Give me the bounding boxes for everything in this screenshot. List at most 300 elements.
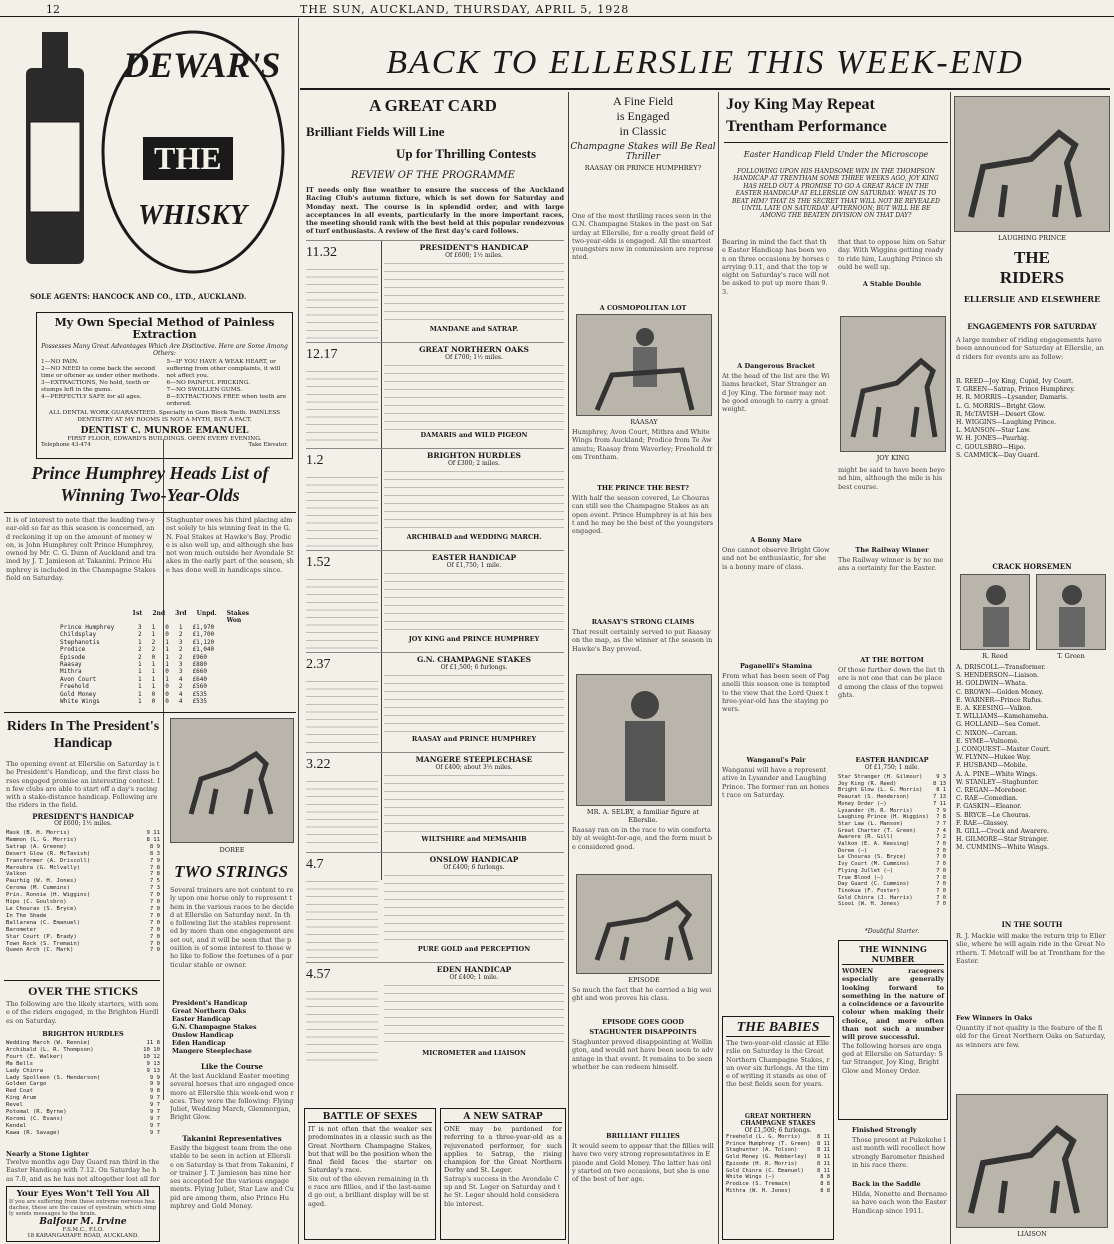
race-pick: RAASAY and PRINCE HUMPHREY: [411, 735, 537, 743]
two-strings-item: Onslow Handicap: [172, 1032, 234, 1039]
race-pick: MICROMETER and LIAISON: [422, 1049, 526, 1057]
list-item: [6, 1116, 160, 1123]
cell-value: £640: [192, 675, 207, 683]
review-head: REVIEW OF THE PROGRAMME: [351, 170, 515, 181]
list-item: [6, 865, 160, 872]
fine-field-head-4: EPISODE GOES GOOD: [602, 1018, 684, 1026]
table-row: [60, 698, 260, 705]
cell-value: 1: [138, 690, 142, 698]
fine-field-head-6: BRILLIANT FILLIES: [606, 1132, 680, 1140]
horse-name: White Wings: [60, 698, 100, 706]
list-item: [838, 901, 946, 908]
cell-value: £960: [192, 653, 207, 661]
battle-title: BATTLE OF SEXES: [308, 1112, 432, 1123]
entry-weight: 8 11: [817, 1154, 830, 1161]
entry-weight: 7 0: [936, 854, 946, 861]
list-item: [6, 941, 160, 948]
like-course-head: Like the Course: [201, 1062, 263, 1071]
cell-value: 1: [151, 661, 156, 669]
two-strings-item: Mangere Steeplechase: [172, 1048, 252, 1055]
fine-field-q: RAASAY OR PRINCE HUMPHREY?: [584, 164, 702, 172]
joy-king-photo: [840, 316, 946, 452]
cell-value: 3: [138, 624, 142, 631]
cell-value: 1: [138, 638, 142, 646]
babies-list: [726, 1134, 830, 1194]
list-item: [726, 1168, 830, 1175]
race-body: [384, 345, 564, 439]
cell-value: 1: [165, 661, 169, 669]
table-row: [60, 639, 260, 646]
entry-weight: 8 8: [820, 1174, 830, 1181]
cell-value: £1,700: [192, 631, 215, 639]
entry-weight: 8 11: [817, 1147, 830, 1154]
list-item: [838, 787, 946, 794]
entry-weight: 9 7: [149, 1129, 160, 1136]
cell-value: £880: [192, 661, 207, 669]
jockey-image: [961, 575, 1031, 651]
race-name: BRIGHTON HURDLES: [427, 451, 521, 460]
race-pick: MANDANE and SATRAP.: [429, 325, 519, 333]
joy-king-caption: JOY KING: [876, 454, 910, 462]
cell-value: 4: [178, 690, 183, 698]
list-item: [6, 1047, 160, 1054]
jockey-image: [1037, 575, 1107, 651]
list-item: [838, 821, 946, 828]
entry-weight: 11 8: [146, 1040, 160, 1046]
president-table-sub: Of £600; 1½ miles.: [54, 820, 112, 827]
entry-weight: 9 13: [146, 1060, 160, 1067]
col-second: 2nd: [152, 610, 166, 617]
race-field: [306, 575, 378, 649]
bottle-label: [30, 122, 80, 212]
rider-entry: F. HUSBAND—Mobile.: [956, 762, 1028, 770]
entry-name: White Wings (—): [726, 1174, 775, 1181]
list-item: [6, 871, 160, 878]
cell-value: 1: [138, 698, 142, 706]
horse-name: Childsplay: [60, 631, 97, 639]
entry-weight: 7 9: [936, 807, 946, 814]
entry-name: Prin. Ronnie (H. Wiggins): [6, 892, 91, 899]
dentist-ad-subtitle: Possesses Many Great Advantages Which Are Distinctive. Here are Some Among Others:: [41, 343, 288, 357]
rider-entry: A. A. PINE—White Wings.: [956, 770, 1038, 778]
race-time: 3.22: [306, 757, 331, 772]
entry-name: Le Chouras (S. Bryce): [6, 905, 77, 912]
entry-name: Ivy Court (M. Cummins): [838, 861, 910, 868]
cell-value: £660: [192, 668, 207, 676]
finished-head: Finished Strongly: [852, 1126, 917, 1134]
raasay-caption: RAASAY: [630, 418, 658, 426]
cell-value: 2: [151, 646, 156, 654]
list-item: [6, 899, 160, 906]
rider-entry: S. BRYCE—Le Chouras.: [956, 811, 1031, 819]
rider-entry: L. G. MORRIS—Bright Glow.: [956, 402, 1046, 410]
race-body: [384, 655, 564, 743]
entry-name: Valkon: [6, 871, 27, 878]
race-pick: ARCHIBALD and WEDDING MARCH.: [406, 533, 542, 541]
list-item: [838, 888, 946, 895]
rider-entry: G. HOLLAND—Sea Comet.: [956, 721, 1041, 729]
race-block: [306, 962, 564, 1066]
horse-image: [841, 317, 947, 453]
entry-name: Transformer (A. Driscoll): [6, 857, 91, 864]
dewars-brand: DEWAR'S: [123, 45, 281, 85]
entry-weight: 7 0: [936, 867, 946, 874]
cell-value: 1: [138, 661, 142, 669]
cell-value: 1: [138, 668, 142, 676]
entry-name: Ceroma (M. Cummins): [6, 885, 70, 892]
race-body: [384, 451, 564, 541]
entry-name: Valkon (E. A. Keesing): [838, 841, 910, 848]
dewars-ad: [18, 22, 293, 304]
horse-name: Freehold: [60, 683, 89, 691]
nearly-head: Nearly a Stone Lighter: [6, 1150, 89, 1158]
list-item: [6, 1123, 160, 1130]
cell-value: £535: [192, 690, 207, 698]
entry-name: Ballarena (C. Emanuel): [6, 919, 81, 926]
entry-name: Prince Humphrey (T. Green): [726, 1140, 811, 1147]
cell-value: 1: [151, 624, 156, 631]
entry-weight: 7 0: [149, 940, 160, 947]
prince-humphrey-body: It is of interest to note that the leading two-year-old so far as this season is concerned, and reckoning it up on the amount of money won, is John Humphrey colt Prince Humphrey, owned by Mr. C. G. Dunn of Auckland and trained by J. T. Jamieson at Takanini. Prince Humphrey is included in the Champagne Stakes field on Saturday.: [6, 516, 156, 583]
winning-number-text: WOMEN racegoers especially are generally looking forward to something in the nature of a coincidence or a favourite colour when making their choice, and more often than not such a number will prove successful.: [842, 967, 944, 1042]
entry-name: Town Rock (S. Tremain): [6, 940, 81, 947]
entry-weight: 7 0: [149, 905, 160, 912]
list-item: [6, 1088, 160, 1095]
entry-weight: 7 5: [149, 878, 160, 885]
race-time: 4.7: [306, 857, 324, 872]
entry-weight: 7 4: [936, 827, 946, 834]
table-row: [60, 668, 260, 675]
list-item: [838, 875, 946, 882]
cell-value: 0: [151, 690, 156, 698]
doubtful-note: *Doubtful Starter.: [864, 928, 920, 935]
entry-name: Queen Arch (C. Mark): [6, 947, 74, 954]
horse-image: [957, 1095, 1109, 1229]
race-field: [306, 265, 378, 339]
two-strings-title: TWO STRINGS: [174, 862, 288, 881]
list-item: [6, 920, 160, 927]
cell-value: 1: [165, 638, 169, 646]
list-item: [6, 830, 160, 837]
list-item: [6, 844, 160, 851]
entry-weight: 7 9: [149, 857, 160, 864]
entry-weight: 7 0: [149, 919, 160, 926]
rider-entry: E. WARNER—Prince Rufus.: [956, 696, 1043, 704]
easter-table-title: EASTER HANDICAP: [855, 756, 929, 764]
dentist-note: ALL DENTAL WORK GUARANTEED. Specialty in Gum Block Teeth. PAINLESS DENTISTRY AT MY ROOMS IS NOT A MYTH, BUT A FACT.: [48, 410, 281, 423]
rider-entry: F. GASKIN—Eleanor.: [956, 803, 1022, 811]
man-image: [577, 675, 713, 807]
list-item: [838, 834, 946, 841]
dentist-ad-title: My Own Special Method of Painless Extraction: [54, 316, 275, 341]
table-row: [60, 646, 260, 653]
reed-photo: [960, 574, 1030, 650]
episode-caption: EPISODE: [628, 976, 660, 984]
race-time: 12.17: [306, 347, 338, 362]
fine-field-head-1: A COSMOPOLITAN LOT: [599, 304, 687, 312]
list-item: [726, 1134, 830, 1141]
entry-name: Hipo (C. Goulsbro): [6, 899, 67, 906]
rider-entry: T. GREEN—Satrap, Prince Humphrey.: [956, 386, 1075, 394]
babies-box: THE BABIES The two-year-old classic at Ellerslie on Saturday is the Great Northern Champagne Stakes, run over six furlongs. At the time of writing it stands as one of the best fields seen for years. GREAT NORTHERN CHAMPAGNE STAKES Of £1,500; 6 furlongs. Freehold (L. G. Morris) 8 11 Prince Humphrey (T. Green) 8 11 Staghunter (A. Tolson) 8 11 Gold Money (G. Mobberley) 8 11 Episode (H. R. Morris) 8 11 Gold Chinra (C. Emanuel) 8 11 White Wings (—) 8 8 Prodice (S. Tremain) 8 8 Mithra (W. H. Jones) 8 8: [722, 1016, 834, 1240]
entry-weight: 9 7: [149, 1122, 160, 1129]
entry-name: Lady Chinra: [6, 1067, 44, 1074]
list-item: [6, 1075, 160, 1082]
entry-weight: 8 13: [933, 780, 946, 787]
entry-name: Le Chouras (S. Bryce): [838, 854, 907, 861]
rider-entry: H. GILMORE—Star Stranger.: [956, 836, 1049, 844]
entry-name: Koromi (C. Evans): [6, 1115, 64, 1122]
col-third: 3rd: [175, 610, 187, 617]
entry-weight: 7 3: [149, 885, 160, 892]
entry-weight: 8 9: [149, 843, 160, 850]
race-block: [306, 448, 564, 550]
race-time: 1.52: [306, 555, 331, 570]
entry-weight: 9 3: [936, 774, 946, 780]
entry-weight: 9 9: [149, 1081, 160, 1088]
entry-weight: 7 8: [149, 871, 160, 878]
laughing-prince-caption: LAUGHING PRINCE: [997, 234, 1067, 242]
riders-sub: ELLERSLIE AND ELSEWHERE: [963, 294, 1101, 304]
entry-weight: 7 0: [936, 841, 946, 848]
entry-weight: 7 0: [149, 899, 160, 906]
rider-entry: C. REGAN—Morebeer.: [956, 787, 1027, 795]
entry-weight: 7 0: [149, 947, 160, 954]
race-stake: Of £400; 6 furlongs.: [443, 864, 505, 871]
cell-value: 0: [165, 698, 169, 706]
race-pick: JOY KING and PRINCE HUMPHREY: [408, 635, 540, 643]
entry-weight: 8 11: [817, 1134, 830, 1140]
race-text: [384, 871, 564, 945]
dentist-point: 1—NO PAIN.: [41, 359, 79, 365]
entry-name: Gold Money (G. Mobberley): [726, 1154, 808, 1161]
dewars-the: THE: [143, 137, 233, 180]
entry-name: Siooi (W. H. Jones): [838, 901, 900, 908]
race-text: [384, 671, 564, 735]
entry-weight: 7 8: [936, 814, 946, 821]
list-item: [726, 1141, 830, 1148]
great-card-title: A GREAT CARD: [369, 96, 497, 115]
list-item: [838, 861, 946, 868]
entry-weight: 9 7: [149, 1109, 160, 1116]
entry-weight: 8 11: [817, 1140, 830, 1147]
riders-list: [956, 378, 1108, 460]
rider-entry: M. CUMMINS—White Wings.: [956, 844, 1049, 852]
entry-weight: 8 11: [817, 1167, 830, 1174]
race-text: [384, 259, 564, 325]
babies-title: THE BABIES: [726, 1020, 830, 1037]
cell-value: 0: [165, 668, 169, 676]
joy-king-head-1: A Stable Double: [862, 280, 922, 288]
liaison-photo: [956, 1094, 1108, 1228]
back-head: Back in the Saddle: [852, 1180, 921, 1188]
cell-value: 1: [151, 675, 156, 683]
cell-value: 2: [178, 683, 183, 691]
dewars-whisky: WHISKY: [138, 200, 247, 231]
rider-entry: C. GOULSBRO—Hipo.: [956, 443, 1026, 451]
riders-president-headline: Riders In The President's Handicap: [6, 719, 160, 751]
cell-value: 0: [165, 631, 169, 639]
rider-entry: C. NIXON—Carcan.: [956, 729, 1018, 737]
entry-weight: 7 11: [933, 800, 946, 807]
cell-value: 0: [151, 698, 156, 706]
entry-weight: 8 11: [146, 836, 160, 843]
entry-name: Star Court (P. Brady): [6, 933, 77, 940]
list-item: [6, 851, 160, 858]
horse-name: Avon Court: [60, 675, 97, 683]
entry-weight: 9 7: [149, 1102, 160, 1109]
race-list: [306, 240, 564, 1066]
rider-entry: S. CAMMICK—Day Guard.: [956, 451, 1040, 459]
great-card-sub2: Up for Thrilling Contests: [396, 146, 537, 161]
entry-weight: 10 10: [143, 1046, 160, 1053]
cell-value: 4: [178, 698, 183, 706]
raasay-photo: [576, 314, 712, 416]
two-strings-item: Eden Handicap: [172, 1040, 226, 1047]
list-item: [838, 801, 946, 808]
rider-entry: H. WIGGINS—Laughing Prince.: [956, 419, 1057, 427]
list-item: [6, 837, 160, 844]
list-item: [6, 1095, 160, 1102]
rider-entry: W. STANLEY—Staghunter.: [956, 778, 1039, 786]
cell-value: 1: [138, 683, 142, 691]
dentist-point: 5—IF YOU HAVE A WEAK HEART, or suffering from other complaints, it will not affect you.: [166, 359, 281, 379]
entry-name: Mask (B. H. Morris): [6, 830, 70, 836]
entry-weight: 7 0: [936, 887, 946, 894]
entry-weight: 9 8: [149, 1088, 160, 1095]
entry-name: True Blood (—): [838, 874, 884, 881]
list-item: [838, 794, 946, 801]
cell-value: 1: [151, 668, 156, 676]
race-body: [384, 243, 564, 333]
dentist-point: 6—NO PAINFUL PRICKING.: [166, 380, 251, 386]
riders-eng: ENGAGEMENTS FOR SATURDAY: [967, 322, 1097, 331]
race-name: MANGERE STEEPLECHASE: [415, 755, 533, 764]
rider-entry: W. H. JONES—Paurhig.: [956, 435, 1029, 443]
entry-name: Revel: [6, 1102, 23, 1109]
col-first: 1st: [132, 610, 143, 617]
dentist-point: 4—PERFECTLY SAFE for all ages.: [41, 394, 142, 400]
dentist-point: 8—EXTRACTIONS FREE when teeth are ordered.: [166, 394, 287, 407]
doree-caption: DOREE: [219, 846, 245, 854]
entry-name: Star Law (L. Manson): [838, 820, 903, 827]
race-stake: Of £300; 2 miles.: [447, 460, 501, 467]
entry-weight: 7 0: [149, 933, 160, 940]
entry-name: Awarere (R. Gill): [838, 834, 894, 841]
table-row: [60, 624, 260, 631]
list-item: [6, 1040, 160, 1047]
list-item: [838, 848, 946, 855]
cell-value: 3: [178, 668, 183, 676]
rider-entry: H. GOLDWIN—Whata.: [956, 680, 1027, 688]
entry-name: Barometer: [6, 926, 37, 933]
list-item: [726, 1154, 830, 1161]
joy-king-sub: Easter Handicap Field Under the Microscope: [743, 150, 929, 159]
cell-value: 3: [178, 661, 183, 669]
cell-value: 2: [178, 631, 183, 639]
dewars-agents: SOLE AGENTS: HANCOCK AND CO., LTD., AUCKLAND.: [30, 292, 247, 301]
cell-value: 0: [165, 624, 169, 631]
entry-weight: 8 3: [149, 850, 160, 857]
satrap-box: A NEW SATRAP ONE may be pardoned for referring to a three-year-old as a rejuvenated performer, for such applies to Satrap, the rising champion for the Great Northern Derby and St. Leger. Satrap's success in the Avondale Cup and St. Leger on Saturday and the St. Leger should hold considerable interest.: [440, 1108, 566, 1240]
winning-number-box: THE WINNING NUMBER WOMEN racegoers especially are generally looking forward to something in the nature of a coincidence or a favourite colour when making their choice, and more often than not such a number will prove successful. The following horses are engaged at Ellerslie on Saturday: Star Stranger, Joy King, Bright Glow and Money Order.: [838, 940, 948, 1120]
race-block: [306, 852, 564, 962]
race-body: [384, 965, 564, 1057]
rider-entry: F. RAE—Glassey.: [956, 819, 1009, 827]
entry-name: Money Order (—): [838, 800, 887, 807]
horse-name: Raasay: [60, 661, 82, 669]
entry-name: Prodice (S. Tremain): [726, 1180, 791, 1187]
cell-value: 2: [151, 638, 156, 646]
joy-king-h2: Trentham Performance: [726, 118, 887, 135]
cell-value: 0: [151, 653, 156, 661]
fine-field-h3: in Classic: [619, 124, 667, 138]
entry-weight: 8 11: [817, 1160, 830, 1167]
winners-table: [60, 610, 260, 705]
entry-weight: 7 0: [936, 881, 946, 888]
list-item: [838, 895, 946, 902]
south-head: IN THE SOUTH: [1001, 920, 1063, 929]
race-text: [384, 569, 564, 635]
cell-value: 1: [151, 683, 156, 691]
entry-weight: 7 0: [149, 912, 160, 919]
rider-entry: L. MANSON—Star Law.: [956, 427, 1031, 435]
dentist-point: 2—NO NEED to come back the second time or oftener as under other methods.: [41, 366, 160, 379]
cell-value: £560: [192, 683, 207, 691]
easter-table-sub: Of £1,750; 1 mile.: [864, 764, 920, 771]
riders-title-2: RIDERS: [999, 268, 1065, 287]
entry-name: Joy King (R. Reed): [838, 780, 897, 787]
entry-name: Potomal (R. Byrne): [6, 1109, 67, 1116]
list-item: [6, 1102, 160, 1109]
dentist-name: DENTIST C. MUNROE EMANUEL: [80, 426, 249, 436]
green-photo: [1036, 574, 1106, 650]
battle-box: BATTLE OF SEXES IT is not often that the weaker sex predominates in a classic such as the Great Northern Champagne Stakes, but that will be the position when the final field faces the starter on Saturday's race. Six out of the eleven remaining in the race are fillies, and if the last-named go out, a brilliant display will be staged.: [304, 1108, 436, 1240]
horse-image: [171, 719, 295, 844]
race-field: [306, 877, 378, 959]
fine-field-head-5: STAGHUNTER DISAPPOINTS: [589, 1028, 697, 1036]
race-block: [306, 342, 564, 448]
babies-table-sub: Of £1,500; 6 furlongs.: [744, 1127, 812, 1134]
entry-name: Red Coat: [6, 1088, 33, 1095]
prince-humphrey-headline: Prince Humphrey Heads List of Winning Two-Year-Olds: [31, 463, 269, 505]
two-strings-item: G.N. Champagne Stakes: [172, 1024, 257, 1031]
list-item: [6, 1061, 160, 1068]
entry-name: Fourt (E. Walker): [6, 1053, 64, 1060]
entry-name: Peaurat (S. Henderson): [838, 794, 910, 801]
rider-entry: S. HENDERSON—Liaison.: [956, 672, 1039, 680]
joy-king-head-5: AT THE BOTTOM: [860, 656, 924, 664]
cell-value: £1,120: [192, 638, 215, 646]
cell-value: 4: [178, 675, 183, 683]
horse-name: Prince Humphrey: [60, 624, 115, 631]
race-time: 1.2: [306, 453, 324, 468]
babies-table-title: GREAT NORTHERN CHAMPAGNE STAKES: [740, 1113, 816, 1127]
race-name: EDEN HANDICAP: [436, 965, 512, 974]
selby-caption: MR. A. SELBY, a familiar figure at Ellerslie.: [586, 808, 700, 824]
great-card-sub1: Brilliant Fields Will Line: [306, 124, 445, 139]
entry-weight: 7 7: [936, 820, 946, 827]
race-stake: Of £400; about 3½ miles.: [435, 764, 513, 771]
entry-name: Lady Spolleen (S. Henderson): [6, 1074, 101, 1081]
entry-name: Golden Cargo: [6, 1081, 47, 1088]
hurdles-list: [6, 1040, 160, 1137]
cell-value: 2: [138, 646, 142, 654]
joy-king-head-3: A Bonny Mare: [750, 536, 802, 544]
entry-weight: 7 8: [149, 864, 160, 871]
cell-value: 1: [165, 653, 169, 661]
battle-text: IT is not often that the weaker sex predominates in a classic such as the Great Northern Champagne Stakes, but that will be the position when the final field faces the starter on Saturday's race.: [308, 1125, 432, 1175]
